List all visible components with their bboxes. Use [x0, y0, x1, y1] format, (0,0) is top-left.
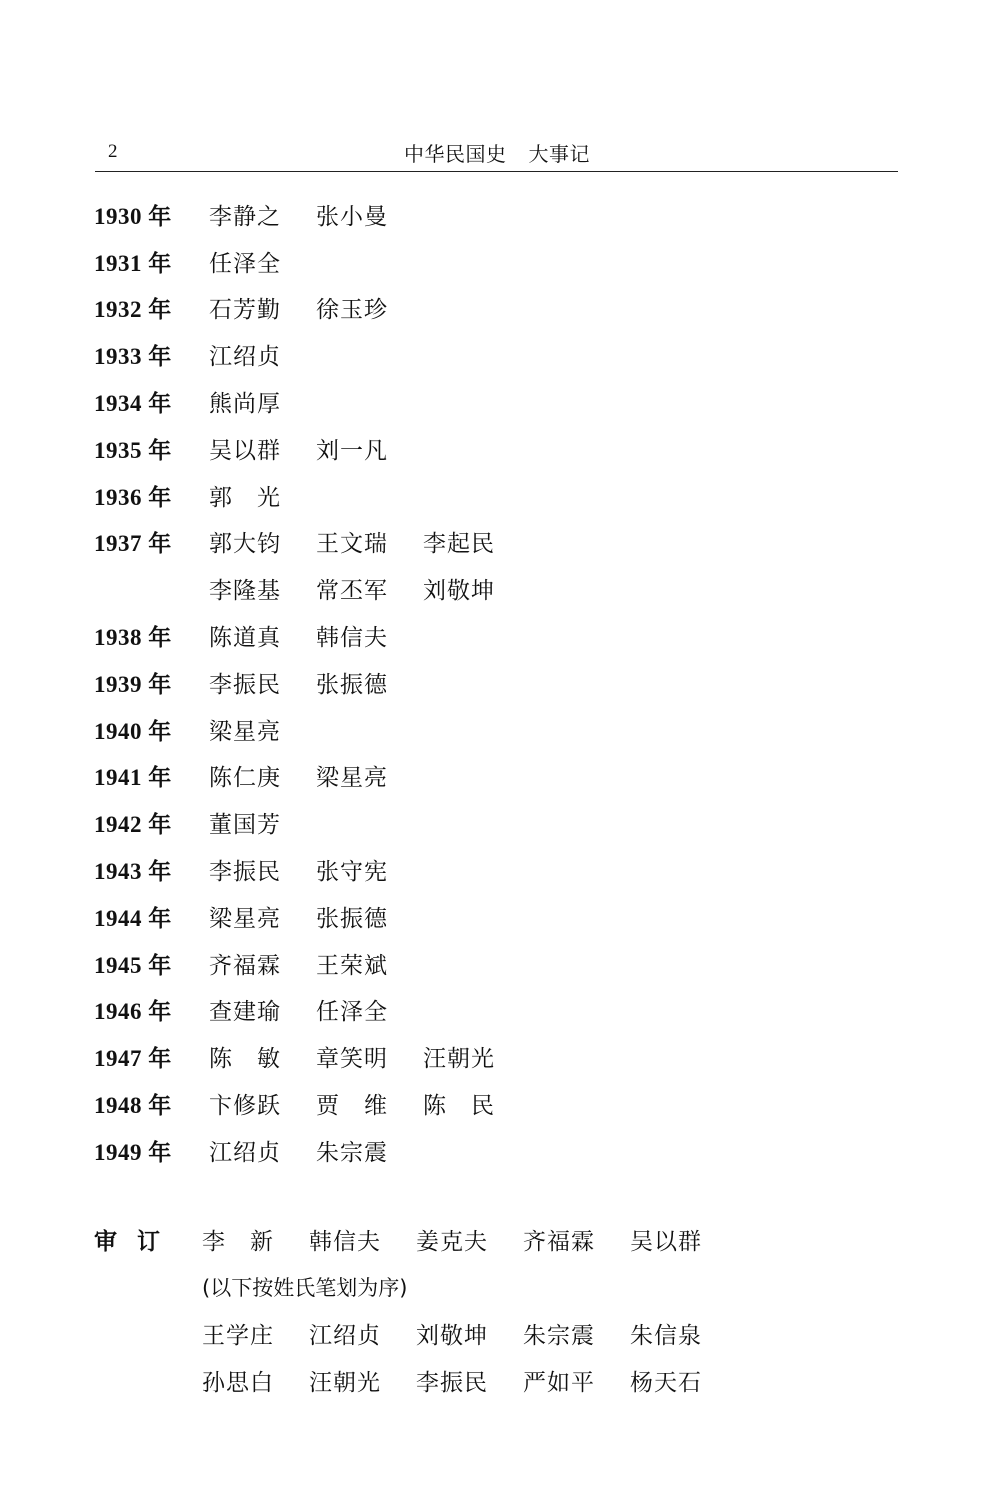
- author-name: 汪朝光: [423, 1046, 495, 1073]
- reviewer-name: 江绍贞: [309, 1323, 381, 1349]
- reviewer-name: 齐福霖: [523, 1229, 595, 1255]
- year-label: 1947 年: [94, 1046, 172, 1072]
- year-row: [94, 1033, 530, 1080]
- author-name: 江绍贞: [209, 344, 281, 371]
- author-name: 齐福霖: [209, 952, 281, 979]
- author-name: 郭 光: [209, 484, 281, 511]
- reviewers-label: 审订: [94, 1229, 180, 1255]
- year-row: [94, 846, 530, 893]
- year-row: [94, 893, 530, 940]
- year-row: [94, 425, 530, 472]
- author-names: [209, 853, 423, 886]
- running-head: [404, 138, 590, 167]
- author-names: [209, 1134, 423, 1167]
- year-author-list: [94, 191, 530, 1174]
- reviewer-name: 李 新: [202, 1229, 274, 1255]
- author-name: 张小曼: [316, 203, 388, 230]
- reviewers-note-row: [94, 1263, 737, 1310]
- author-name: 李振民: [209, 671, 281, 698]
- author-name: 张振德: [316, 905, 388, 932]
- year-label: 1930 年: [94, 203, 172, 229]
- author-name: 韩信夫: [316, 625, 388, 652]
- book-subtitle: 大事记: [528, 142, 590, 166]
- reviewer-name: 朱宗震: [523, 1323, 595, 1349]
- reviewers-section: [94, 1216, 737, 1404]
- author-name: 任泽全: [209, 250, 281, 277]
- reviewers-row: [94, 1357, 737, 1404]
- author-name: 任泽全: [316, 999, 388, 1026]
- author-names: [209, 900, 423, 933]
- year-label: 1948 年: [94, 1093, 172, 1119]
- year-label: 1934 年: [94, 391, 172, 417]
- author-name: 董国芳: [209, 812, 281, 839]
- reviewer-name: 汪朝光: [309, 1370, 381, 1396]
- author-name: 梁星亮: [316, 765, 388, 792]
- year-label: 1932 年: [94, 297, 172, 323]
- author-name: 李振民: [209, 859, 281, 886]
- author-name: 吴以群: [209, 437, 281, 464]
- author-name: 梁星亮: [209, 718, 281, 745]
- year-label: 1944 年: [94, 905, 172, 931]
- year-label: 1935 年: [94, 437, 172, 463]
- year-row: [94, 519, 530, 566]
- year-row: [94, 940, 530, 987]
- year-row: [94, 659, 530, 706]
- author-name: 陈道真: [209, 625, 281, 652]
- author-names: [209, 993, 423, 1026]
- author-names: [209, 1087, 530, 1120]
- year-label: 1941 年: [94, 765, 172, 791]
- author-name: 江绍贞: [209, 1139, 281, 1166]
- author-name: 贾 维: [316, 1093, 388, 1120]
- year-row: [94, 753, 530, 800]
- year-row: [94, 1127, 530, 1174]
- author-name: 李隆基: [209, 578, 281, 605]
- reviewer-name: 姜克夫: [416, 1229, 488, 1255]
- author-name: 王文瑞: [316, 531, 388, 558]
- author-name: 李起民: [423, 531, 495, 558]
- year-label: 1933 年: [94, 344, 172, 370]
- author-name: 陈仁庚: [209, 765, 281, 792]
- year-row: [94, 565, 530, 612]
- year-row: [94, 987, 530, 1034]
- reviewer-name: 王学庄: [202, 1323, 274, 1349]
- reviewer-name: 杨天石: [630, 1370, 702, 1396]
- year-row: [94, 331, 530, 378]
- reviewer-name: 孙思白: [202, 1370, 274, 1396]
- year-label: 1943 年: [94, 859, 172, 885]
- reviewer-name: 李振民: [416, 1370, 488, 1396]
- year-label: 1938 年: [94, 625, 172, 651]
- year-row: [94, 612, 530, 659]
- reviewer-name: 韩信夫: [309, 1229, 381, 1255]
- author-names: [209, 291, 423, 324]
- book-title: 中华民国史: [404, 142, 507, 166]
- page-number: 2: [108, 141, 118, 162]
- author-name: 熊尚厚: [209, 391, 281, 418]
- author-names: [209, 572, 530, 605]
- author-name: 徐玉珍: [316, 297, 388, 324]
- author-name: 张守宪: [316, 859, 388, 886]
- year-row: [94, 285, 530, 332]
- author-name: 刘一凡: [316, 437, 388, 464]
- author-name: 章笑明: [316, 1046, 388, 1073]
- year-label: 1939 年: [94, 671, 172, 697]
- author-names: [209, 713, 316, 746]
- year-row: [94, 191, 530, 238]
- author-names: [209, 1040, 530, 1073]
- author-names: [209, 759, 423, 792]
- author-name: 张振德: [316, 671, 388, 698]
- reviewers-order-note: (以下按姓氏笔划为序): [202, 1275, 408, 1300]
- year-label: 1942 年: [94, 812, 172, 838]
- author-names: [209, 806, 316, 839]
- year-label: 1931 年: [94, 250, 172, 276]
- author-name: 朱宗震: [316, 1139, 388, 1166]
- author-names: [209, 385, 316, 418]
- author-name: 刘敬坤: [423, 578, 495, 605]
- author-name: 李静之: [209, 203, 281, 230]
- year-label: 1940 年: [94, 718, 172, 744]
- author-names: [209, 666, 423, 699]
- year-row: [94, 472, 530, 519]
- year-row: [94, 238, 530, 285]
- author-name: 常丕军: [316, 578, 388, 605]
- author-names: [209, 525, 530, 558]
- year-row: [94, 706, 530, 753]
- reviewer-name: 吴以群: [630, 1229, 702, 1255]
- reviewers-row: [94, 1310, 737, 1357]
- author-names: [209, 479, 316, 512]
- author-names: [209, 245, 316, 278]
- author-names: [209, 432, 423, 465]
- author-name: 陈 敏: [209, 1046, 281, 1073]
- reviewer-name: 刘敬坤: [416, 1323, 488, 1349]
- author-names: [209, 947, 423, 980]
- year-label: 1945 年: [94, 952, 172, 978]
- author-name: 陈 民: [423, 1093, 495, 1120]
- author-name: 王荣斌: [316, 952, 388, 979]
- author-names: [209, 198, 423, 231]
- author-names: [209, 338, 316, 371]
- author-name: 石芳勤: [209, 297, 281, 324]
- author-name: 卞修跃: [209, 1093, 281, 1120]
- author-name: 查建瑜: [209, 999, 281, 1026]
- year-row: [94, 378, 530, 425]
- header-rule: [95, 171, 898, 172]
- year-label: 1937 年: [94, 531, 172, 557]
- year-label: 1949 年: [94, 1139, 172, 1165]
- author-name: 郭大钧: [209, 531, 281, 558]
- year-row: [94, 1080, 530, 1127]
- reviewers-primary-row: [94, 1216, 737, 1263]
- reviewer-name: 严如平: [523, 1370, 595, 1396]
- year-label: 1946 年: [94, 999, 172, 1025]
- reviewer-name: 朱信泉: [630, 1323, 702, 1349]
- year-label: 1936 年: [94, 484, 172, 510]
- author-names: [209, 619, 423, 652]
- year-row: [94, 799, 530, 846]
- author-name: 梁星亮: [209, 905, 281, 932]
